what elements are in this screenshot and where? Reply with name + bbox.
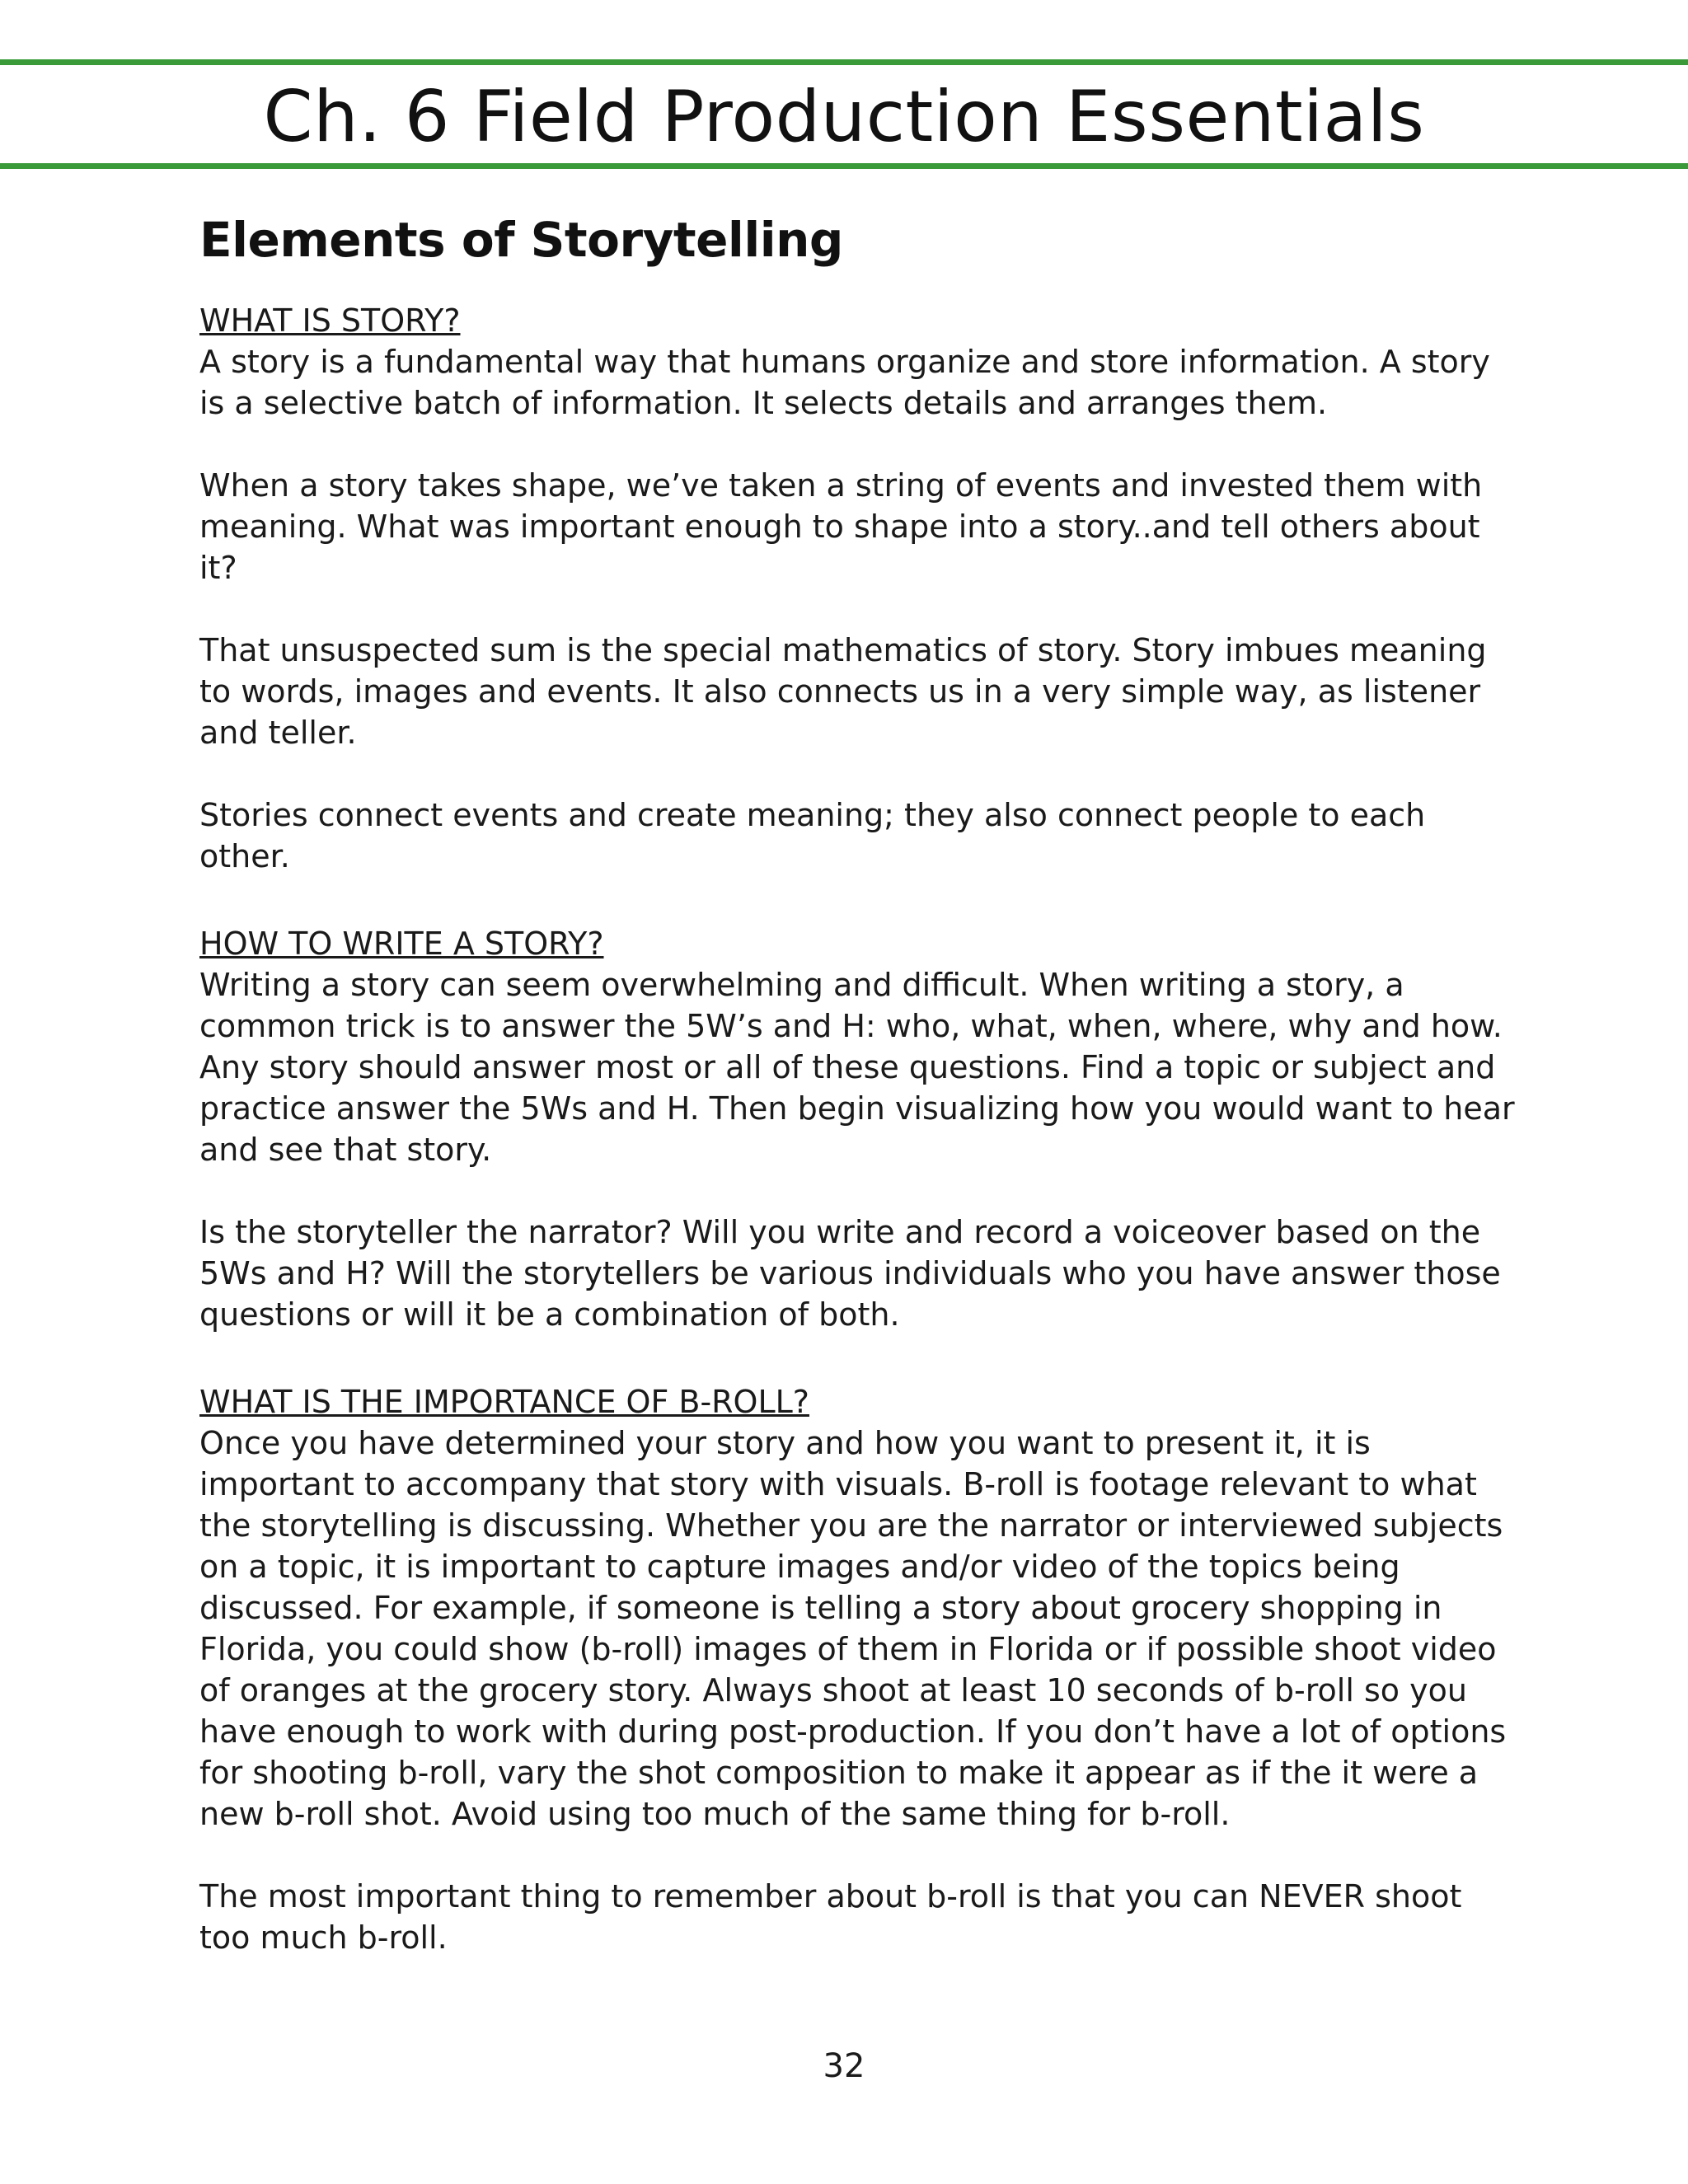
- broll-heading: WHAT IS THE IMPORTANCE OF B-ROLL?: [199, 1384, 809, 1420]
- paragraph: Is the storyteller the narrator? Will you write and record a voiceover based on the 5Ws and H? Will the storytellers be various individuals who you have answer those questions or will it be a combination of both.: [199, 1214, 1501, 1333]
- page-content: [199, 208, 1518, 1958]
- chapter-title: Ch. 6 Field Production Essentials: [263, 76, 1425, 158]
- page-number: 32: [823, 2047, 865, 2085]
- paragraph: When a story takes shape, we’ve taken a string of events and invested them with meaning. What was important enough to shape into a story..and tell others about it?: [199, 467, 1483, 586]
- how-to-write-heading: HOW TO WRITE A STORY?: [199, 926, 604, 962]
- header-top-rule: [0, 59, 1688, 65]
- paragraph: A story is a fundamental way that humans organize and store information. A story is a selective batch of information. It selects details and arranges them.: [199, 344, 1490, 421]
- paragraph: The most important thing to remember about b-roll is that you can NEVER shoot too much b-roll.: [199, 1878, 1462, 1956]
- header-bottom-rule: [0, 163, 1688, 169]
- section-heading: Elements of Storytelling: [199, 212, 843, 268]
- paragraph: Once you have determined your story and how you want to present it, it is important to accompany that story with visuals. B-roll is footage relevant to what the storytelling is discussing. Whether you are the narrator or interviewed subjects on a topic, it is important to capture images and/or video of the topics being discussed. For example, if someone is telling a story about grocery shopping in Florida, you could show (b-roll) images of them in Florida or if possible shoot video of oranges at the grocery story. Always shoot at least 10 seconds of b-roll so you have enough to work with during post-production. If you don’t have a lot of options for shooting b-roll, vary the shot composition to make it appear as if the it were a new b-roll shot. Avoid using too much of the same thing for b-roll.: [199, 1425, 1507, 1832]
- what-is-story-section: [199, 300, 1518, 877]
- paragraph: Writing a story can seem overwhelming and difficult. When writing a story, a common trick is to answer the 5W’s and H: who, what, when, where, why and how. Any story should answer most or all of these questions. Find a topic or subject and practice answer the 5Ws and H. Then begin visualizing how you would want to hear and see that story.: [199, 967, 1515, 1168]
- broll-section: [199, 1381, 1518, 1958]
- how-to-write-section: [199, 923, 1518, 1335]
- paragraph: Stories connect events and create meaning; they also connect people to each other.: [199, 797, 1426, 874]
- paragraph: That unsuspected sum is the special mathematics of story. Story imbues meaning to words, images and events. It also connects us in a very simple way, as listener and teller.: [199, 632, 1487, 751]
- what-is-story-heading: WHAT IS STORY?: [199, 302, 461, 339]
